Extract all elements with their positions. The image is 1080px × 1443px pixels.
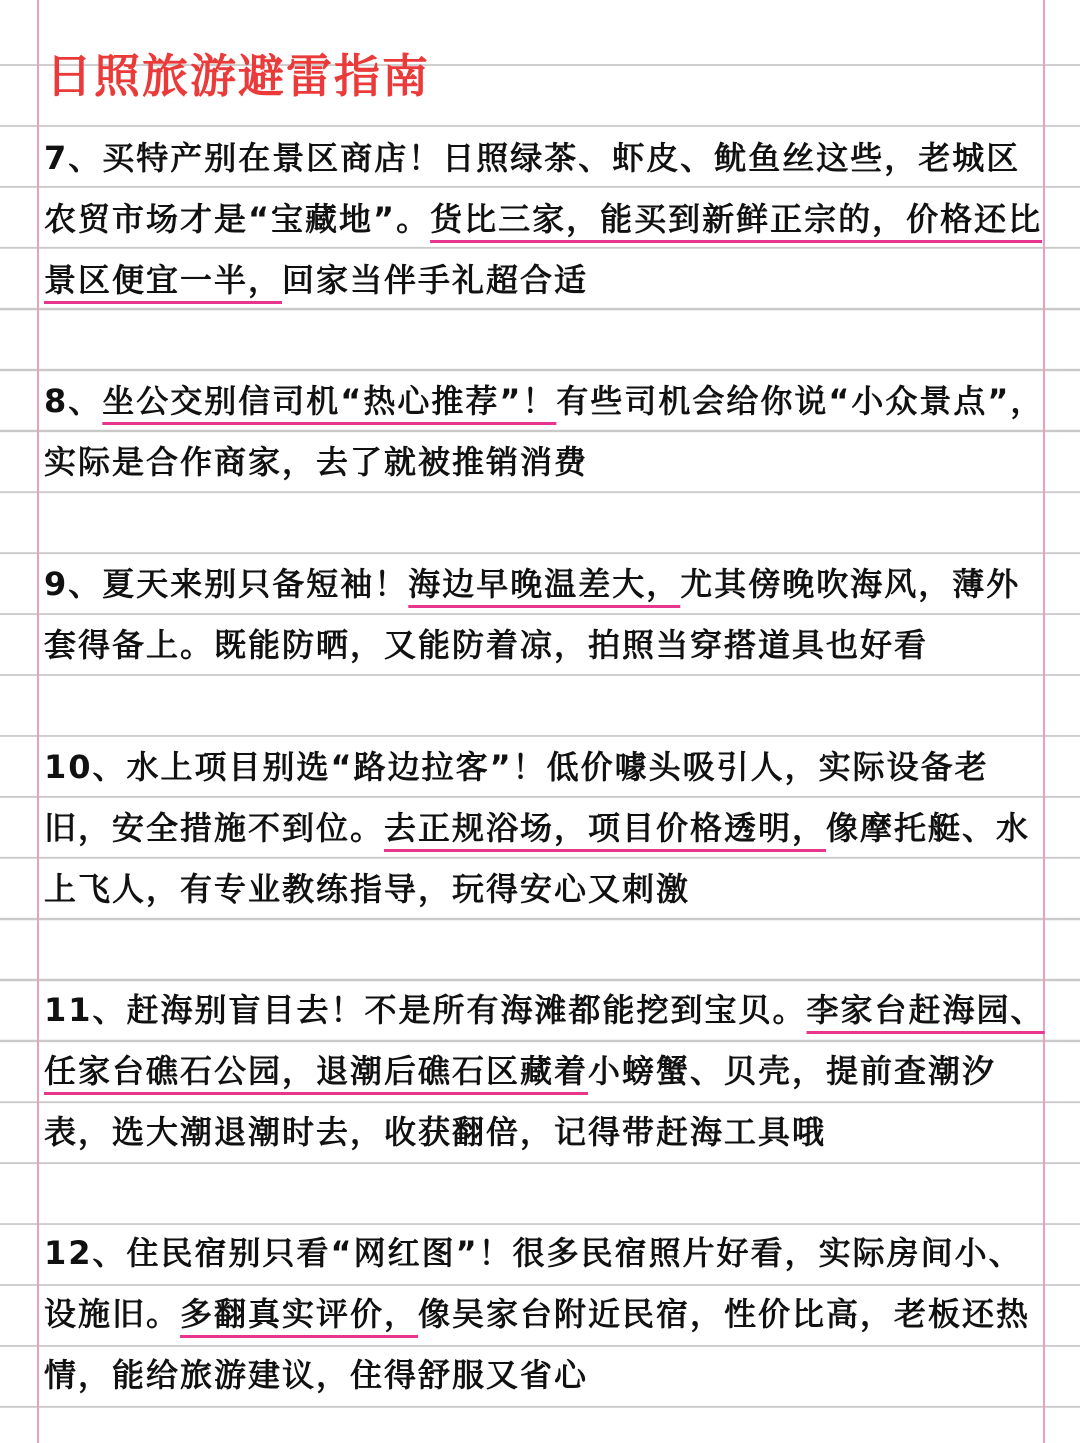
tip-9 xyxy=(44,554,1054,676)
tip-7 xyxy=(44,128,1054,311)
tip-9-highlight: 海边早晚温差大， xyxy=(408,565,681,603)
tip-8-highlight: 坐公交别信司机“热心推荐”！ xyxy=(102,382,557,420)
page-title: 日照旅游避雷指南 xyxy=(46,49,430,103)
tip-10-highlight: 去正规浴场，项目价格透明， xyxy=(384,809,827,847)
tip-11-text-end: 小螃蟹、贝壳，提前查潮汐表，选大潮退潮时去，收获翻倍，记得带赶海工具哦 xyxy=(44,1052,997,1151)
tip-10 xyxy=(44,737,1054,920)
tip-9-text: 9、夏天来别只备短袖！ xyxy=(44,565,409,603)
tip-12 xyxy=(44,1223,1054,1406)
tip-11 xyxy=(44,980,1054,1163)
left-margin-line xyxy=(37,0,39,1443)
tip-8 xyxy=(44,371,1054,493)
tip-12-text-end: 像吴家台附近民宿，性价比高，老板还热情，能给旅游建议，住得舒服又省心 xyxy=(44,1295,1031,1394)
tip-8-text: 8、 xyxy=(44,382,103,420)
tip-11-text: 11、赶海别盲目去！不是所有海滩都能挖到宝贝。 xyxy=(44,991,807,1029)
tip-7-text-end: 回家当伴手礼超合适 xyxy=(282,261,589,299)
tip-12-text: 12、住民宿别只看“网红图”！很多民宿照片好看，实际房间小、设施旧。 xyxy=(44,1234,1023,1333)
tip-10-text: 10、水上项目别选“路边拉客”！低价噱头吸引人，实际设备老旧，安全措施不到位。 xyxy=(44,748,989,847)
tip-9-text-end: 尤其傍晚吹海风，薄外套得备上。既能防晒，又能防着凉，拍照当穿搭道具也好看 xyxy=(44,565,1021,664)
tip-7-text: 7、买特产别在景区商店！日照绿茶、虾皮、鱿鱼丝这些，老城区农贸市场才是“宝藏地”。 xyxy=(44,139,1021,238)
tip-7-highlight: 货比三家，能买到新鲜正宗的，价格还比景区便宜一半， xyxy=(44,200,1043,299)
tip-10-text-end: 像摩托艇、水上飞人，有专业教练指导，玩得安心又刺激 xyxy=(44,809,1031,908)
tip-8-text-end: 有些司机会给你说“小众景点”，实际是合作商家，去了就被推销消费 xyxy=(44,382,1045,481)
tip-11-highlight: 李家台赶海园、任家台礁石公园，退潮后礁石区藏着 xyxy=(44,991,1045,1090)
tip-12-highlight: 多翻真实评价， xyxy=(180,1295,419,1333)
